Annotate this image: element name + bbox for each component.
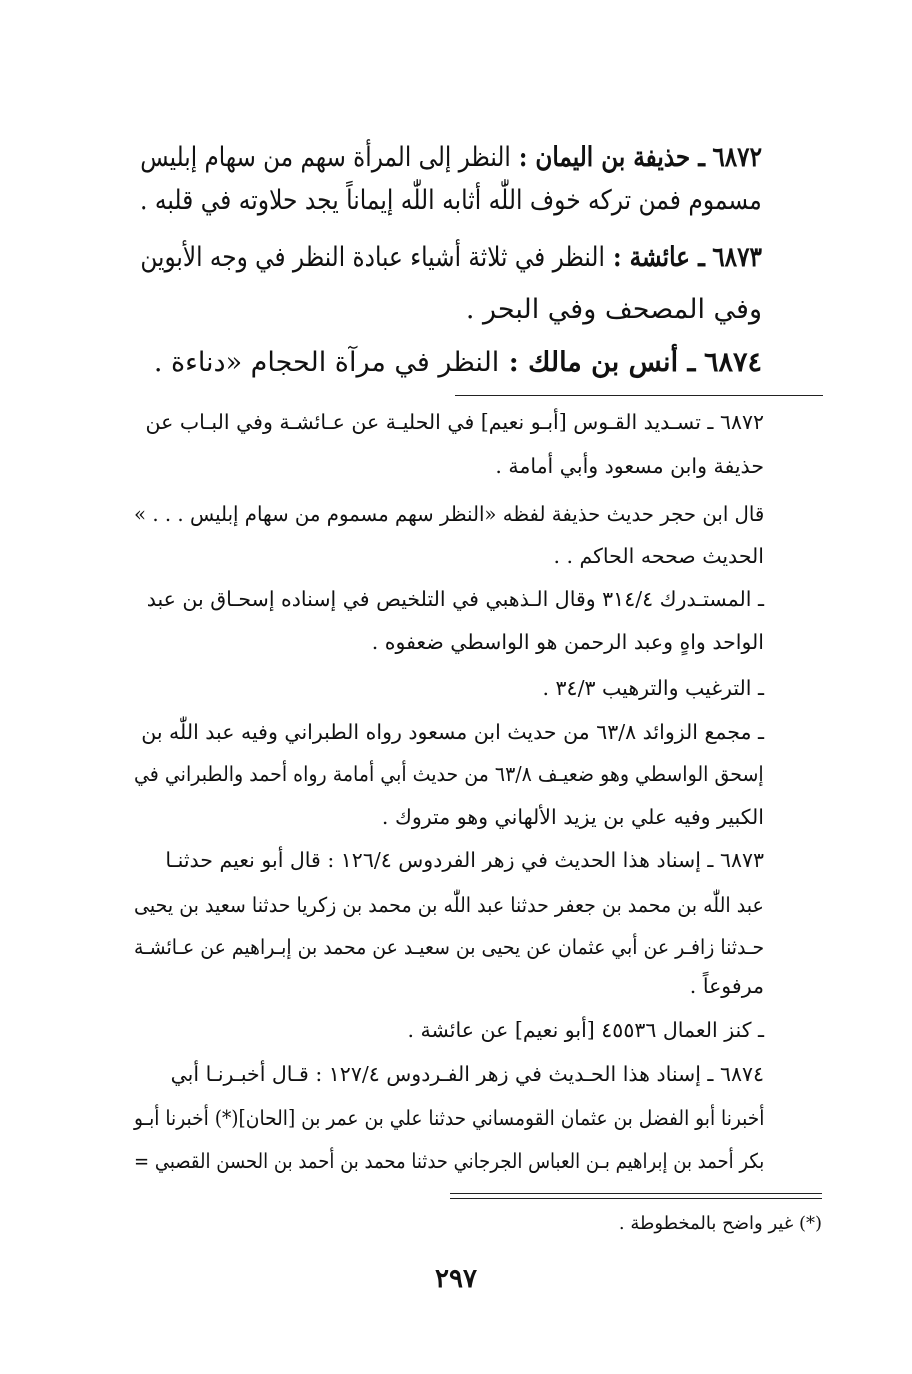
commentary-notes: [134, 0, 764, 1180]
entry-6873-line-1: ٦٨٧٣ ـ عائشة : النظر في ثلاثة أشياء عبادة النظر في وجه الأبوين: [140, 242, 762, 273]
note-line: أخبرنا أبو الفضل بن عثمان القومساني حدثنا علي بن عمر بن [الحان](*) أخبرنا أبـو: [133, 1106, 764, 1130]
entry-narrator: أنس بن مالك: [528, 347, 679, 378]
page-number: ٢٩٧: [435, 1264, 477, 1294]
entry-number: ٦٨٧٣: [712, 242, 762, 273]
footnote-divider-bottom: [450, 1198, 822, 1199]
note-line: الكبير وفيه علي بن يزيد الألهاني وهو متروك .: [381, 805, 764, 829]
note-line: الحديث صححه الحاكم . .: [553, 544, 764, 568]
note-line: حذيفة وابن مسعود وأبي أمامة .: [495, 454, 764, 478]
entry-number: ٦٨٧٢: [712, 142, 762, 173]
note-line: ٦٨٧٤ ـ إسناد هذا الحـديث في زهر الفـردوس ١٢٧/٤ : قـال أخبـرنـا أبي: [170, 1062, 764, 1086]
footnote-divider-top: [450, 1193, 822, 1194]
entry-text: وفي المصحف وفي البحر .: [465, 294, 762, 325]
note-line: ٦٨٧٢ ـ تسـديد القـوس [أبـو نعيم] في الحليـة عن عـائشـة وفي البـاب عن: [145, 410, 764, 434]
note-line: ـ كنز العمال ٤٥٥٣٦ [أبو نعيم] عن عائشة .: [407, 1018, 764, 1042]
note-line: ـ مجمع الزوائد ٦٣/٨ من حديث ابن مسعود رواه الطبراني وفيه عبد اللّٰه بن: [141, 720, 764, 744]
entry-text: مسموم فمن تركه خوف اللّٰه أثابه اللّٰه إيماناً يجد حلاوته في قلبه .: [140, 185, 762, 216]
entry-text: النظر في مرآة الحجام «دناءة .: [153, 347, 500, 378]
note-line: ٦٨٧٣ ـ إسناد هذا الحديث في زهر الفردوس ١٢٦/٤ : قال أبو نعيم حدثنـا: [165, 848, 764, 872]
footnote: [450, 1212, 822, 1236]
entry-number: ٦٨٧٤: [703, 347, 762, 378]
entry-narrator: حذيفة بن اليمان: [535, 142, 691, 173]
note-line: حـدثنا زافـر عن أبي عثمان عن يحيى بن سعيـد عن محمد بن إبـراهيم عن عـائشـة: [133, 935, 764, 959]
entry-6874-line-1: ٦٨٧٤ ـ أنس بن مالك : النظر في مرآة الحجام «دناءة .: [153, 347, 762, 378]
entry-text: النظر في ثلاثة أشياء عبادة النظر في وجه الأبوين: [140, 242, 605, 273]
note-line: قال ابن حجر حديث حذيفة لفظه «النظر سهم مسموم من سهام إبليس . . . »: [133, 502, 764, 526]
note-line: ـ الترغيب والترهيب ٣٤/٣ .: [542, 676, 764, 700]
note-line: ـ المستـدرك ٣١٤/٤ وقال الـذهبي في التلخيص في إسناده إسحـاق بن عبد: [146, 587, 764, 611]
note-line: مرفوعاً .: [689, 974, 764, 998]
entry-text: النظر إلى المرأة سهم من سهام إبليس: [140, 142, 511, 173]
note-line: إسحق الواسطي وهو ضعيـف ٦٣/٨ من حديث أبي أمامة رواه أحمد والطبراني في: [134, 762, 764, 786]
note-line: بكر أحمد بن إبراهيم بـن العباس الجرجاني حدثنا محمد بن أحمد بن الحسن القصبي =: [133, 1149, 764, 1173]
entry-narrator: عائشة: [629, 242, 691, 273]
note-line: عبد اللّٰه بن محمد بن جعفر حدثنا عبد اللّٰه بن محمد بن زكريا حدثنا سعيد بن يحيى: [134, 893, 764, 917]
note-line: الواحد واهٍ وعبد الرحمن هو الواسطي ضعفوه .: [371, 630, 764, 654]
footnote-text: (*) غير واضح بالمخطوطة .: [618, 1213, 822, 1234]
entry-6872-line-1: ٦٨٧٢ ـ حذيفة بن اليمان : النظر إلى المرأة سهم من سهام إبليس: [140, 142, 762, 173]
